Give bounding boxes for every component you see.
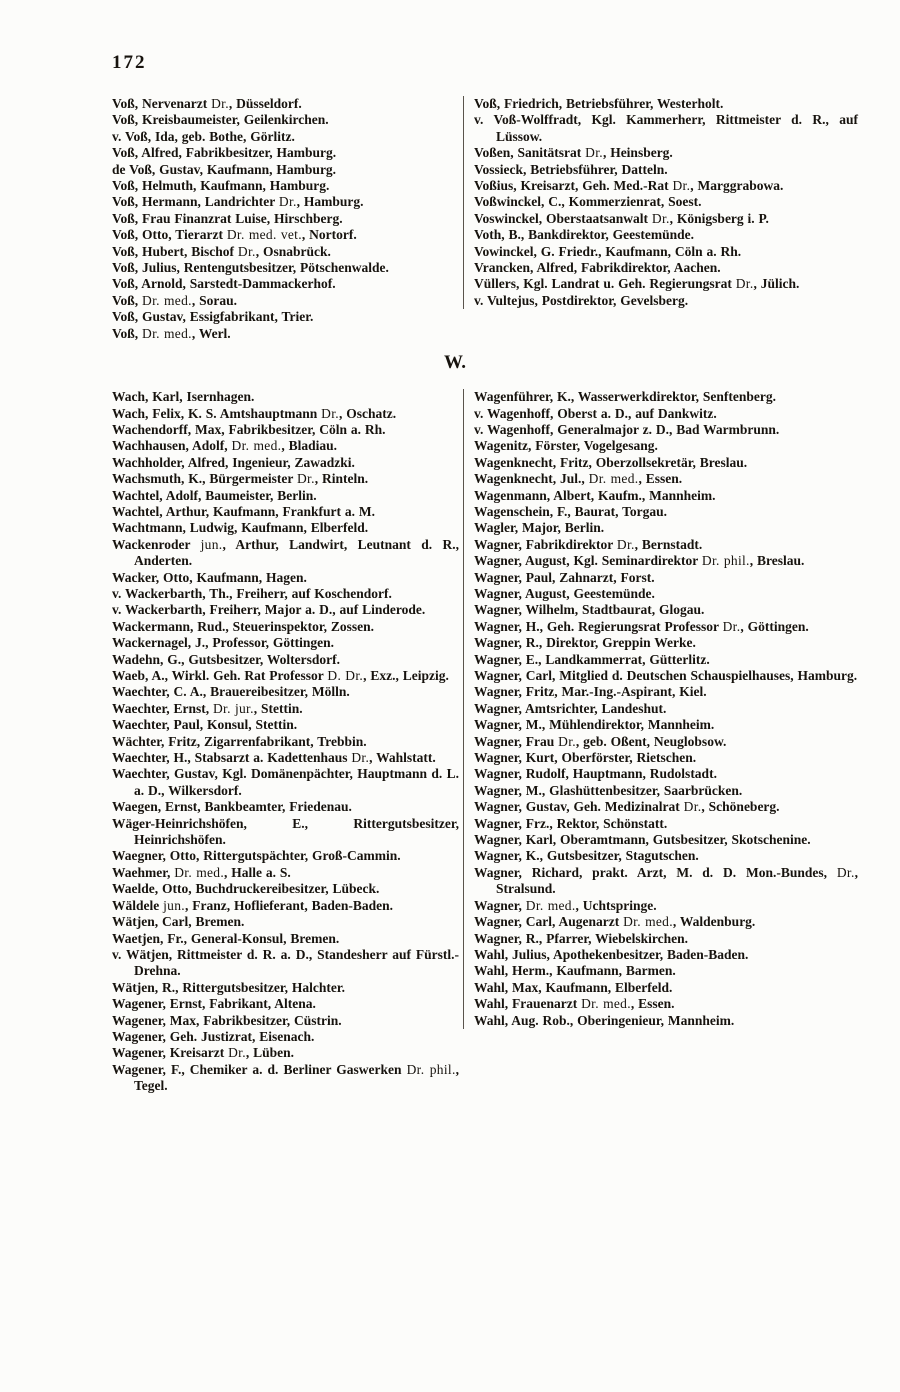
directory-entry: Wächter, Fritz, Zigarrenfabrikant, Trebbin.: [112, 733, 367, 749]
directory-entry: Wagner, August, Kgl. Seminardirektor Dr. phil., Breslau.: [474, 553, 805, 569]
antiqua-text: Dr.: [296, 471, 315, 487]
directory-entry: Wätjen, Carl, Bremen.: [112, 914, 245, 930]
directory-entry: Wagner, Carl, Mitglied d. Deutschen Schauspielhauses, Hamburg.: [474, 668, 858, 683]
antiqua-text: Dr.: [321, 405, 339, 421]
directory-entry: Voß, Friedrich, Betriebsführer, Westerholt.: [474, 96, 724, 111]
directory-entry: Voswinckel, Oberstaatsanwalt Dr., Königsberg i. P.: [474, 210, 769, 226]
directory-entry: Wätjen, R., Rittergutsbesitzer, Halchter.: [112, 979, 345, 995]
antiqua-text: Dr.: [228, 1045, 246, 1061]
directory-entry: Voth, B., Bankdirektor, Geestemünde.: [474, 227, 695, 243]
directory-entry: Wackenroder jun., Arthur, Landwirt, Leutnant d. R., Anderten.: [112, 536, 459, 569]
directory-entry: Voß, Helmuth, Kaufmann, Hamburg.: [112, 178, 330, 194]
directory-entry: Wagenführer, K., Wasserwerkdirektor, Senftenberg.: [474, 389, 777, 405]
directory-entry: Voßwinckel, C., Kommerzienrat, Soest.: [474, 194, 702, 210]
directory-entry: Voß, Hermann, Landrichter Dr., Hamburg.: [112, 194, 364, 210]
antiqua-text: D. Dr.: [327, 668, 364, 683]
directory-entry: Waegen, Ernst, Bankbeamter, Friedenau.: [112, 799, 352, 815]
directory-entry: Wagner, Frau Dr., geb. Oßent, Neuglobsow.: [474, 733, 727, 749]
directory-entry: Voß, Frau Finanzrat Luise, Hirschberg.: [112, 210, 343, 226]
directory-entry: Wagener, Kreisarzt Dr., Lüben.: [112, 1045, 295, 1061]
antiqua-text: Dr.: [735, 276, 754, 292]
section-heading-w: W.: [443, 352, 466, 374]
directory-entry: Vrancken, Alfred, Fabrikdirektor, Aachen.: [474, 260, 721, 276]
directory-entry: Wahl, Aug. Rob., Oberingenieur, Mannheim.: [474, 1012, 735, 1028]
directory-entry: Wäger-Heinrichshöfen, E., Rittergutsbesitzer, Heinrichshöfen.: [112, 815, 459, 848]
directory-entry: v. Wackerbarth, Freiherr, Major a. D., auf Linderode.: [112, 602, 426, 618]
directory-entry: Waetjen, Fr., General-Konsul, Bremen.: [112, 930, 340, 946]
directory-entry: Wahl, Herm., Kaufmann, Barmen.: [474, 963, 676, 979]
antiqua-text: Dr. med.: [142, 292, 192, 308]
right-column: [463, 389, 858, 1029]
directory-entry: Wagner, R., Direktor, Greppin Werke.: [474, 635, 696, 651]
section-v-continued: [112, 96, 858, 342]
directory-entry: Wachtel, Adolf, Baumeister, Berlin.: [112, 487, 317, 503]
directory-entry: Waeb, A., Wirkl. Geh. Rat Professor D. Dr., Exz., Leipzig.: [112, 668, 449, 683]
right-column: [463, 96, 858, 309]
antiqua-text: Dr.: [722, 618, 741, 634]
directory-entry: Wachendorff, Max, Fabrikbesitzer, Cöln a. Rh.: [112, 421, 386, 437]
antiqua-text: Dr. med.: [142, 325, 192, 341]
directory-entry: Voß, Alfred, Fabrikbesitzer, Hamburg.: [112, 145, 337, 161]
directory-entry: Wagener, Ernst, Fabrikant, Altena.: [112, 996, 316, 1012]
directory-entry: Wagener, Max, Fabrikbesitzer, Cüstrin.: [112, 1012, 342, 1028]
directory-entry: Wagner, Dr. med., Uchtspringe.: [474, 897, 657, 913]
antiqua-text: Dr.: [211, 96, 229, 111]
directory-entry: Wagner, Richard, prakt. Arzt, M. d. D. Mon.-Bundes, Dr., Stralsund.: [474, 864, 858, 897]
directory-entry: Voßius, Kreisarzt, Geh. Med.-Rat Dr., Marggrabowa.: [474, 178, 784, 194]
directory-entry: Waechter, Paul, Konsul, Stettin.: [112, 717, 298, 733]
directory-entry: Vüllers, Kgl. Landrat u. Geh. Regierungsrat Dr., Jülich.: [474, 276, 800, 292]
directory-entry: Waehmer, Dr. med., Halle a. S.: [112, 864, 291, 880]
directory-entry: Wagner, Gustav, Geh. Medizinalrat Dr., Schöneberg.: [474, 799, 780, 815]
directory-entry: Wahl, Frauenarzt Dr. med., Essen.: [474, 996, 675, 1012]
antiqua-text: Dr. jur.: [213, 700, 254, 716]
directory-entry: Wagner, H., Geh. Regierungsrat Professor Dr., Göttingen.: [474, 618, 809, 634]
antiqua-text: Dr.: [651, 210, 670, 226]
directory-entry: Wagenknecht, Fritz, Oberzollsekretär, Breslau.: [474, 454, 748, 470]
directory-entry: Waechter, Gustav, Kgl. Domänenpächter, Hauptmann d. L. a. D., Wilkersdorf.: [112, 766, 459, 798]
directory-entry: Wackermann, Rud., Steuerinspektor, Zossen.: [112, 618, 375, 634]
directory-entry: Wagner, Wilhelm, Stadtbaurat, Glogau.: [474, 602, 705, 618]
directory-entry: Wagner, R., Pfarrer, Wiebelskirchen.: [474, 930, 688, 946]
directory-entry: Wahl, Julius, Apothekenbesitzer, Baden-Baden.: [474, 946, 749, 962]
directory-entry: Wacker, Otto, Kaufmann, Hagen.: [112, 569, 307, 585]
antiqua-text: Dr. med. vet.: [226, 227, 302, 243]
antiqua-text: Dr.: [558, 733, 576, 749]
directory-entry: Voß, Hubert, Bischof Dr., Osnabrück.: [112, 243, 331, 259]
directory-entry: Voßen, Sanitätsrat Dr., Heinsberg.: [474, 145, 673, 161]
directory-entry: v. Vultejus, Postdirektor, Gevelsberg.: [474, 292, 689, 308]
directory-entry: Wagner, Fabrikdirektor Dr., Bernstadt.: [474, 536, 703, 552]
antiqua-text: Dr.: [351, 750, 370, 766]
directory-entry: de Voß, Gustav, Kaufmann, Hamburg.: [112, 161, 337, 177]
directory-entry: Wagenschein, F., Baurat, Torgau.: [474, 503, 668, 519]
directory-entry: Waelde, Otto, Buchdruckereibesitzer, Lübeck.: [112, 881, 380, 897]
directory-entry: Wagner, K., Gutsbesitzer, Stagutschen.: [474, 848, 699, 864]
antiqua-text: Dr. med.: [588, 471, 639, 487]
directory-entry: Voß, Julius, Rentengutsbesitzer, Pötschenwalde.: [112, 260, 389, 276]
directory-entry: Wagner, Amtsrichter, Landeshut.: [474, 700, 667, 716]
directory-entry: Wachtmann, Ludwig, Kaufmann, Elberfeld.: [112, 520, 369, 536]
directory-entry: Waechter, H., Stabsarzt a. Kadettenhaus Dr., Wahlstatt.: [112, 750, 436, 766]
directory-entry: Waegner, Otto, Rittergutspächter, Groß-Cammin.: [112, 848, 401, 864]
directory-entry: v. Wagenhoff, Oberst a. D., auf Dankwitz.: [474, 405, 717, 421]
antiqua-text: Dr.: [616, 536, 635, 552]
two-column-row: [112, 96, 858, 342]
antiqua-text: Dr.: [585, 145, 603, 161]
directory-entry: Wagler, Major, Berlin.: [474, 520, 605, 536]
directory-entry: Wagenmann, Albert, Kaufm., Mannheim.: [474, 487, 716, 503]
two-column-row: [112, 389, 858, 1094]
directory-entry: Wachsmuth, K., Bürgermeister Dr., Rinteln.: [112, 471, 369, 487]
directory-entry: Voß, Dr. med., Sorau.: [112, 292, 237, 308]
antiqua-text: Dr. med.: [174, 864, 225, 880]
directory-entry: Wagener, F., Chemiker a. d. Berliner Gaswerken Dr. phil., Tegel.: [112, 1061, 460, 1094]
page-number: 172: [112, 52, 147, 73]
directory-entry: Wach, Karl, Isernhagen.: [112, 389, 255, 405]
directory-entry: Wagner, E., Landkammerrat, Gütterlitz.: [474, 651, 710, 667]
antiqua-text: Dr. med.: [525, 897, 576, 913]
directory-entry: Wahl, Max, Kaufmann, Elberfeld.: [474, 979, 673, 995]
left-column: [112, 389, 459, 1094]
directory-entry: Wagenknecht, Jul., Dr. med., Essen.: [474, 471, 683, 487]
antiqua-text: Dr.: [683, 799, 702, 815]
directory-entry: Wagner, Rudolf, Hauptmann, Rudolstadt.: [474, 766, 717, 782]
left-column: [112, 96, 459, 342]
directory-entry: Wachholder, Alfred, Ingenieur, Zawadzki.: [112, 454, 355, 470]
directory-entry: Vowinckel, G. Friedr., Kaufmann, Cöln a. Rh.: [474, 243, 742, 259]
directory-entry: Vossieck, Betriebsführer, Datteln.: [474, 161, 668, 177]
directory-entry: Voß, Gustav, Essigfabrikant, Trier.: [112, 309, 314, 325]
directory-entry: Voß, Dr. med., Werl.: [112, 325, 231, 341]
antiqua-text: Dr. phil.: [406, 1061, 456, 1077]
directory-entry: Wagner, Karl, Oberamtmann, Gutsbesitzer, Skotschenine.: [474, 832, 811, 848]
directory-entry: Wachtel, Arthur, Kaufmann, Frankfurt a. M.: [112, 503, 376, 519]
directory-entry: Wagner, Kurt, Oberförster, Rietschen.: [474, 750, 697, 766]
directory-entry: Wagner, M., Mühlendirektor, Mannheim.: [474, 717, 715, 733]
section-w: [112, 389, 858, 1094]
directory-entry: Waechter, C. A., Brauereibesitzer, Mölln.: [112, 684, 350, 700]
directory-entry: Wäldele jun., Franz, Hoflieferant, Baden-Baden.: [112, 897, 394, 913]
antiqua-text: jun.: [200, 536, 223, 552]
directory-entry: Waechter, Ernst, Dr. jur., Stettin.: [112, 700, 303, 716]
antiqua-text: jun.: [163, 897, 185, 913]
directory-entry: Wackernagel, J., Professor, Göttingen.: [112, 635, 334, 651]
directory-entry: Wach, Felix, K. S. Amtshauptmann Dr., Oschatz.: [112, 405, 397, 421]
directory-entry: Wagner, M., Glashüttenbesitzer, Saarbrücken.: [474, 782, 743, 798]
directory-entry: Wagener, Geh. Justizrat, Eisenach.: [112, 1028, 315, 1044]
directory-entry: Wachhausen, Adolf, Dr. med., Bladiau.: [112, 438, 337, 454]
directory-entry: Voß, Nervenarzt Dr., Düsseldorf.: [112, 96, 302, 111]
directory-entry: v. Wackerbarth, Th., Freiherr, auf Koschendorf.: [112, 585, 392, 601]
directory-entry: Wagner, Paul, Zahnarzt, Forst.: [474, 569, 655, 585]
antiqua-text: Dr.: [278, 194, 297, 210]
directory-entry: Voß, Arnold, Sarstedt-Dammackerhof.: [112, 276, 336, 292]
directory-entry: Wagner, Fritz, Mar.-Ing.-Aspirant, Kiel.: [474, 684, 707, 700]
directory-entry: Voß, Kreisbaumeister, Geilenkirchen.: [112, 112, 329, 128]
antiqua-text: Dr. phil.: [701, 553, 750, 569]
directory-entry: v. Wagenhoff, Generalmajor z. D., Bad Warmbrunn.: [474, 421, 780, 437]
directory-entry: v. Voß, Ida, geb. Bothe, Görlitz.: [112, 128, 295, 144]
directory-entry: Wagner, August, Geestemünde.: [474, 585, 655, 601]
directory-entry: Wagner, Frz., Rektor, Schönstatt.: [474, 815, 668, 831]
antiqua-text: Dr. med.: [623, 914, 673, 930]
antiqua-text: Dr. med.: [581, 996, 631, 1012]
antiqua-text: Dr.: [237, 243, 256, 259]
antiqua-text: Dr. med.: [231, 438, 282, 454]
antiqua-text: Dr.: [836, 864, 855, 880]
directory-entry: v. Voß-Wolffradt, Kgl. Kammerherr, Rittmeister d. R., auf Lüssow.: [474, 112, 858, 144]
antiqua-text: Dr.: [672, 178, 691, 194]
directory-entry: Wagenitz, Förster, Vogelgesang.: [474, 438, 658, 454]
directory-entry: Wagner, Carl, Augenarzt Dr. med., Waldenburg.: [474, 914, 756, 930]
directory-entry: Wadehn, G., Gutsbesitzer, Woltersdorf.: [112, 651, 341, 667]
directory-entry: Voß, Otto, Tierarzt Dr. med. vet., Nortorf.: [112, 227, 357, 243]
directory-entry: v. Wätjen, Rittmeister d. R. a. D., Standesherr auf Fürstl.-Drehna.: [112, 946, 459, 979]
